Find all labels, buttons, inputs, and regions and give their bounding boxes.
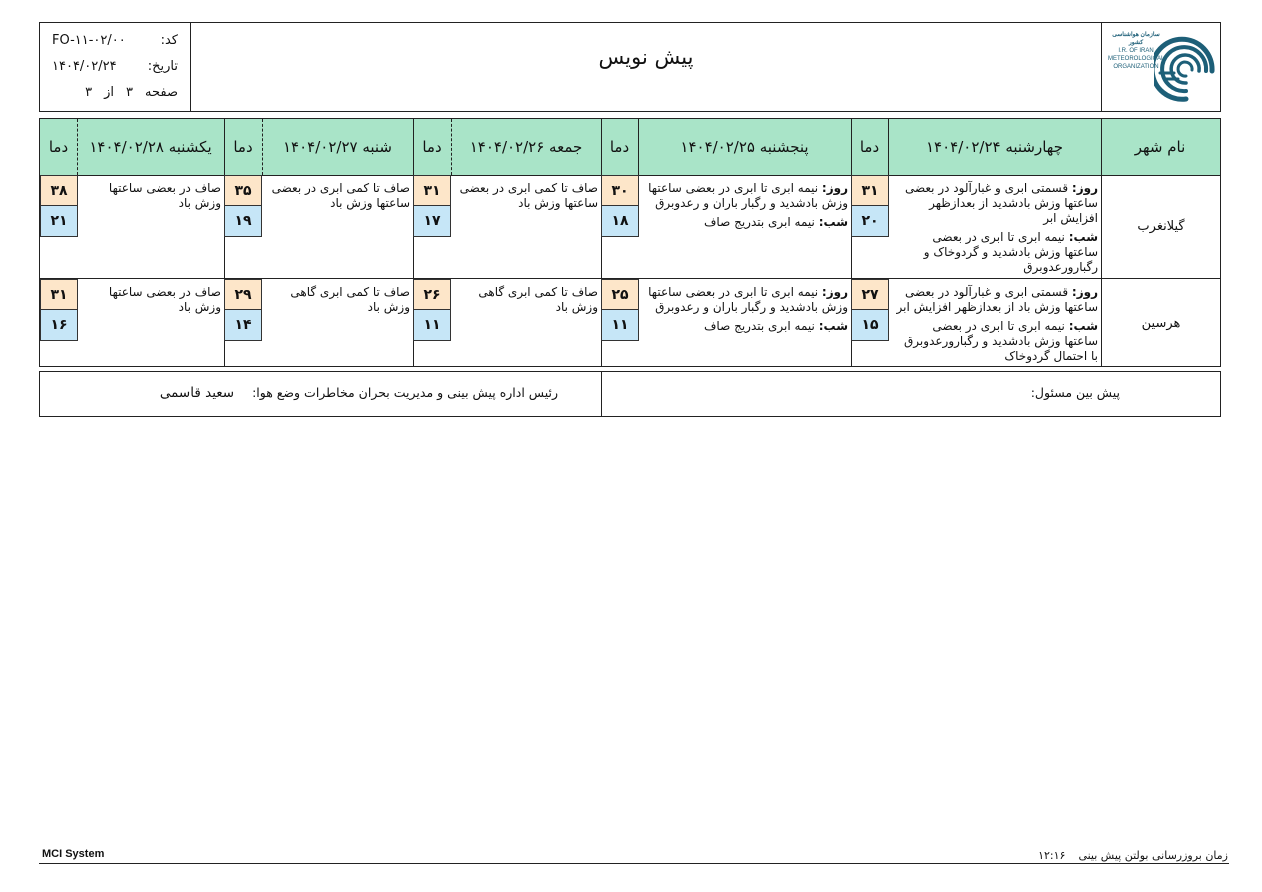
temp-header-4: دما (233, 138, 253, 156)
min-temp: ۲۰ (851, 205, 889, 237)
update-time (1038, 849, 1228, 862)
update-time-value: ۱۲:۱۶ (1038, 849, 1066, 862)
city-name: هرسین (1141, 315, 1181, 331)
min-temp: ۱۷ (413, 205, 451, 237)
signature-block (39, 371, 1221, 417)
head-title: رئیس اداره پیش بینی و مدیریت بحران مخاطرات وضع هوا: (252, 385, 558, 400)
head-label (160, 385, 558, 401)
max-temp: ۳۱ (413, 175, 451, 207)
date-value: ۱۴۰۴/۰۲/۲۴ (52, 59, 117, 74)
min-temp: ۱۵ (851, 309, 889, 341)
min-temp: ۲۱ (40, 205, 78, 237)
logo-line-fa: سازمان هواشناسی کشور (1112, 32, 1160, 46)
logo-line-2: METEOROLOGICAL (1108, 56, 1165, 62)
logo-line-1: I.R. OF IRAN (1118, 48, 1154, 54)
max-temp: ۲۹ (224, 279, 262, 311)
max-temp: ۳۱ (851, 175, 889, 207)
max-temp: ۳۱ (40, 279, 78, 311)
night-prefix: شب: (818, 215, 848, 229)
code-label: کد: (160, 33, 178, 48)
day-prefix: روز: (1071, 181, 1098, 195)
logo-line-3: ORGANIZATION (1113, 64, 1159, 70)
day-forecast: نیمه ابری تا ابری در بعضی ساعتها وزش بادشدید و رگبار باران و رعدوبرق (648, 285, 848, 314)
organization-logo (1101, 23, 1220, 111)
min-temp: ۱۹ (224, 205, 262, 237)
night-prefix: شب: (1068, 230, 1098, 244)
day-prefix: روز: (821, 285, 848, 299)
forecast-description: صاف تا کمی ابری در بعضی ساعتها وزش باد (271, 181, 410, 210)
forecast-description (895, 181, 1098, 279)
forecast-description: صاف تا کمی ابری گاهی وزش باد (290, 285, 410, 314)
city-name: گیلانغرب (1137, 219, 1185, 234)
forecast-description: صاف در بعضی ساعتها وزش باد (108, 285, 221, 314)
temp-header-5: دما (48, 138, 69, 156)
day-forecast: قسمتی ابری و غبارآلود در بعضی ساعتها وزش بادشدید از بعدازظهر افزایش ابر (904, 181, 1098, 225)
max-temp: ۲۶ (413, 279, 451, 311)
day-forecast: قسمتی ابری و غبارآلود در بعضی ساعتها وزش باد از بعدازظهر افزایش ابر (896, 285, 1098, 314)
page-of-label: از (104, 85, 115, 100)
day-header-1: چهارشنبه ۱۴۰۴/۰۲/۲۴ (926, 138, 1063, 156)
max-temp: ۲۷ (851, 279, 889, 311)
day-prefix: روز: (821, 181, 848, 195)
min-temp: ۱۱ (413, 309, 451, 341)
spiral-logo-icon (1154, 29, 1216, 107)
header-meta-box (40, 23, 191, 111)
forecast-description (645, 181, 848, 234)
forecast-table (39, 118, 1221, 367)
max-temp: ۳۰ (601, 175, 639, 207)
system-name: MCI System (42, 848, 105, 860)
day-forecast: نیمه ابری تا ابری در بعضی ساعتها وزش بادشدید و رگبار باران و رعدوبرق (648, 181, 848, 210)
temp-header-3: دما (422, 138, 442, 156)
night-forecast: نیمه ابری تا ابری در بعضی ساعتها وزش بادشدید و گردوخاک و رگبارورعدوبرق (923, 230, 1098, 274)
head-name: سعید قاسمی (159, 385, 235, 401)
night-prefix: شب: (818, 319, 848, 333)
footer-divider (39, 863, 1229, 864)
night-forecast: نیمه ابری تا ابری در بعضی ساعتها وزش بادشدید و رگبارورعدوبرق با احتمال گردوخاک (904, 319, 1098, 363)
document-header (39, 22, 1221, 112)
min-temp: ۱۸ (601, 205, 639, 237)
night-forecast: نیمه ابری بتدریج صاف (703, 215, 815, 229)
temp-header-1: دما (859, 138, 880, 156)
update-time-label: زمان بروزرسانی بولتن پیش بینی (1078, 849, 1228, 862)
page-number: ۳ (126, 85, 134, 100)
min-temp: ۱۴ (224, 309, 262, 341)
day-prefix: روز: (1071, 285, 1098, 299)
night-forecast: نیمه ابری بتدریج صاف (703, 319, 815, 333)
forecaster-label: پیش بین مسئول: (1030, 385, 1120, 400)
forecast-description (895, 285, 1098, 368)
day-header-3: جمعه ۱۴۰۴/۰۲/۲۶ (469, 138, 583, 156)
temp-header-2: دما (609, 138, 630, 156)
forecast-description: صاف تا کمی ابری گاهی وزش باد (478, 285, 598, 314)
page-total: ۳ (85, 85, 93, 100)
code-value: FO-۱۱-۰۲/۰۰ (52, 33, 126, 48)
max-temp: ۳۸ (40, 175, 78, 207)
min-temp: ۱۶ (40, 309, 78, 341)
day-header-2: پنجشنبه ۱۴۰۴/۰۲/۲۵ (680, 138, 809, 156)
forecast-description (645, 285, 848, 338)
page-label: صفحه (145, 85, 178, 100)
page-title: پیش نویس (598, 45, 694, 69)
city-column-header: نام شهر (1134, 138, 1186, 156)
day-header-5: یکشنبه ۱۴۰۴/۰۲/۲۸ (89, 138, 212, 156)
max-temp: ۳۵ (224, 175, 262, 207)
min-temp: ۱۱ (601, 309, 639, 341)
forecast-description: صاف تا کمی ابری در بعضی ساعتها وزش باد (459, 181, 598, 210)
day-header-4: شنبه ۱۴۰۴/۰۲/۲۷ (283, 138, 392, 156)
night-prefix: شب: (1068, 319, 1098, 333)
date-label: تاریخ: (147, 59, 178, 74)
max-temp: ۲۵ (601, 279, 639, 311)
forecast-description: صاف در بعضی ساعتها وزش باد (108, 181, 221, 210)
